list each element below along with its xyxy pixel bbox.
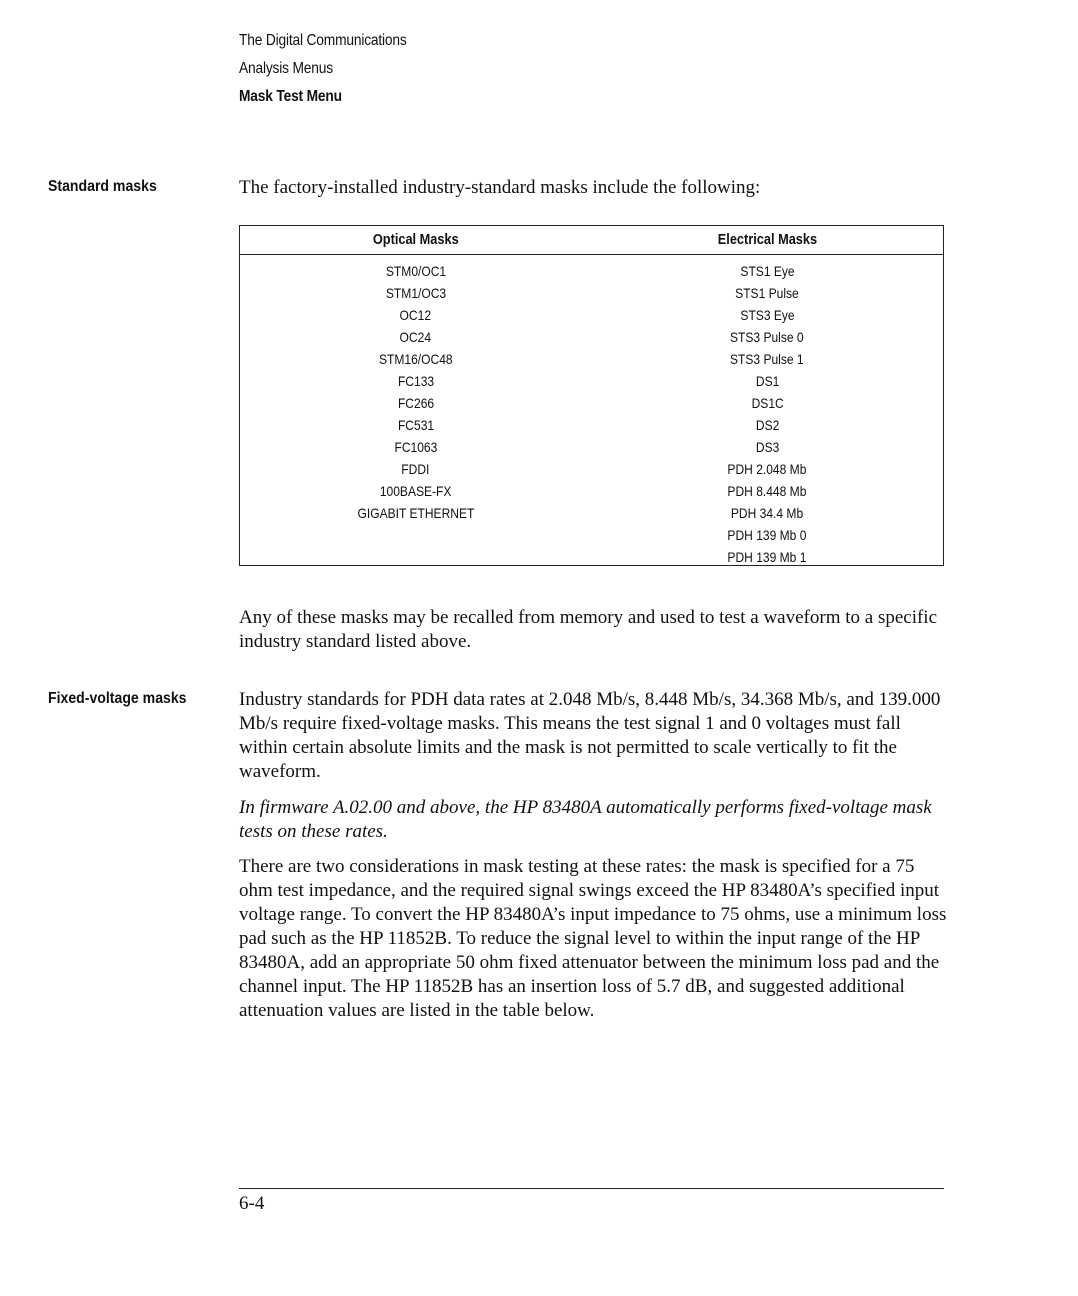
optical-mask-label: FC531 <box>397 417 434 433</box>
electrical-mask-row <box>592 546 944 568</box>
optical-mask-label: GIGABIT ETHERNET <box>357 505 475 521</box>
optical-mask-label: OC12 <box>400 307 432 323</box>
electrical-mask-row <box>592 392 944 414</box>
header-subtitle: Analysis Menus <box>239 60 333 77</box>
fixed-voltage-paragraph-1-text: Industry standards for PDH data rates at 2.048 Mb/s, 8.448 Mb/s, 34.368 Mb/s, and 139.000 Mb/s require fixed-voltage masks. This means the test signal 1 and 0 voltages must fall within certain absolute limits and the mask is not permitted to scale vertically to fit the waveform. <box>239 689 941 782</box>
optical-mask-label: OC24 <box>400 329 432 345</box>
optical-mask-row <box>240 326 592 348</box>
electrical-mask-row <box>592 502 944 524</box>
firmware-note <box>239 796 954 844</box>
optical-mask-row <box>240 458 592 480</box>
optical-mask-row <box>240 414 592 436</box>
optical-mask-row <box>240 502 592 524</box>
fixed-voltage-paragraph-3-text: There are two considerations in mask testing at these rates: the mask is specified for a 75 ohm test impedance, and the required signal swings exceed the HP 83480A’s specified input voltage range. To convert the HP 83480A’s input impedance to 75 ohms, use a minimum loss pad such as the HP 11852B. To reduce the signal level to within the input range of the HP 83480A, add an appropriate 50 ohm fixed attenuator between the minimum loss pad and the channel input. The HP 11852B has an insertion loss of 5.7 dB, and suggested additional attenuation values are listed in the table below. <box>239 856 947 1021</box>
electrical-mask-label: STS3 Eye <box>740 307 795 323</box>
optical-mask-label: FC266 <box>397 395 434 411</box>
standard-masks-note-text: Any of these masks may be recalled from memory and used to test a waveform to a specific industry standard listed above. <box>239 607 938 652</box>
standard-masks-note <box>239 606 954 654</box>
optical-mask-label: STM16/OC48 <box>378 351 453 367</box>
electrical-mask-label: STS3 Pulse 1 <box>730 351 805 367</box>
standard-masks-intro-text: The factory-installed industry-standard masks include the following: <box>239 177 761 198</box>
electrical-mask-row <box>592 480 944 502</box>
electrical-mask-label: STS3 Pulse 0 <box>730 329 805 345</box>
optical-mask-label: FC133 <box>397 373 434 389</box>
page-number: 6-4 <box>239 1193 265 1214</box>
electrical-mask-row <box>592 458 944 480</box>
electrical-masks-header: Electrical Masks <box>717 232 817 248</box>
optical-mask-row <box>240 436 592 458</box>
standard-masks-heading: Standard masks <box>48 178 157 195</box>
optical-mask-row <box>240 304 592 326</box>
optical-masks-header-cell <box>240 231 592 249</box>
electrical-mask-row <box>592 436 944 458</box>
optical-mask-label: 100BASE-FX <box>379 483 452 499</box>
electrical-mask-row <box>592 370 944 392</box>
footer-rule <box>239 1188 944 1189</box>
masks-table <box>239 225 944 566</box>
header-section-title: Mask Test Menu <box>239 88 342 105</box>
electrical-mask-row <box>592 282 944 304</box>
fixed-voltage-masks-heading: Fixed-voltage masks <box>48 690 187 707</box>
fixed-voltage-paragraph-1 <box>239 688 954 784</box>
masks-table-header <box>240 226 943 255</box>
optical-mask-row <box>240 282 592 304</box>
masks-table-body <box>240 255 943 568</box>
electrical-masks-header-cell <box>592 231 944 249</box>
header-chapter-title: The Digital Communications <box>239 32 407 49</box>
electrical-mask-row <box>592 348 944 370</box>
electrical-mask-label: STS1 Eye <box>740 263 795 279</box>
optical-masks-header: Optical Masks <box>372 232 459 248</box>
electrical-mask-label: DS1C <box>751 395 784 411</box>
electrical-mask-label: PDH 139 Mb 0 <box>727 527 807 543</box>
optical-mask-label: STM1/OC3 <box>385 285 446 301</box>
optical-mask-row <box>240 260 592 282</box>
electrical-masks-list <box>592 260 944 568</box>
optical-mask-row <box>240 348 592 370</box>
optical-mask-row <box>240 392 592 414</box>
optical-mask-label: FDDI <box>401 461 430 477</box>
electrical-mask-label: DS1 <box>755 373 779 389</box>
electrical-mask-row <box>592 326 944 348</box>
electrical-mask-row <box>592 524 944 546</box>
electrical-mask-row <box>592 304 944 326</box>
electrical-mask-label: PDH 34.4 Mb <box>731 505 804 521</box>
fixed-voltage-paragraph-3 <box>239 855 951 1023</box>
optical-mask-row <box>240 480 592 502</box>
electrical-mask-label: DS3 <box>755 439 779 455</box>
optical-masks-list <box>240 260 592 568</box>
electrical-mask-label: DS2 <box>755 417 779 433</box>
electrical-mask-label: PDH 8.448 Mb <box>727 483 807 499</box>
electrical-mask-label: PDH 139 Mb 1 <box>727 549 807 565</box>
electrical-mask-row <box>592 414 944 436</box>
optical-mask-label: FC1063 <box>394 439 438 455</box>
electrical-mask-label: STS1 Pulse <box>735 285 800 301</box>
optical-mask-row <box>240 370 592 392</box>
firmware-note-text: In firmware A.02.00 and above, the HP 83480A automatically performs fixed-voltage mask tests on these rates. <box>239 797 932 842</box>
electrical-mask-label: PDH 2.048 Mb <box>727 461 807 477</box>
standard-masks-intro <box>239 176 954 200</box>
electrical-mask-row <box>592 260 944 282</box>
optical-mask-label: STM0/OC1 <box>385 263 446 279</box>
